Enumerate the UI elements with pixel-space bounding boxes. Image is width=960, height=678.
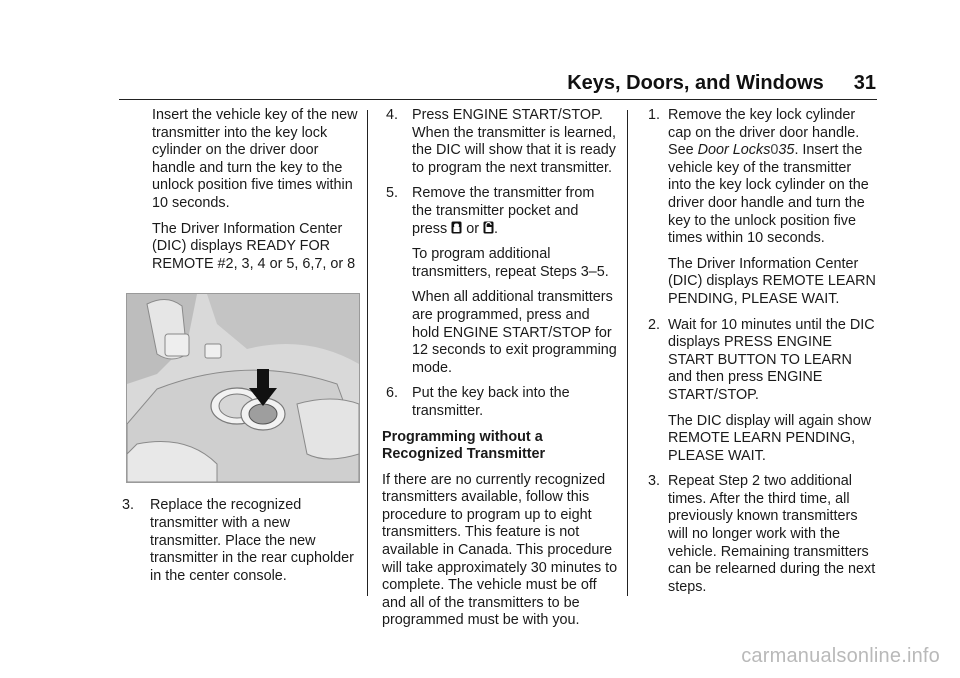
paragraph: When all additional transmitters are programmed, press and hold ENGINE START/STOP for 12 seconds to exit programming mode. (412, 289, 617, 376)
column-2 (382, 107, 618, 638)
cross-reference-page[interactable]: 35 (778, 142, 795, 159)
lock-icon (451, 221, 462, 234)
step-text: Repeat Step 2 two additional times. After the third time, all previously known transmitters will no longer work with the vehicle. Remaining transmitters can be relearned during the next steps. (668, 473, 876, 595)
paragraph: If there are no currently recognized transmitters available, follow this procedure to program up to eight transmitters. This feature is not available in Canada. This procedure will take approximately 30 minutes to complete. The vehicle must be off and all of the transmitters to be programmed must be with you. (382, 471, 618, 629)
paragraph: The Driver Information Center (DIC) displays REMOTE LEARN PENDING, PLEASE WAIT. (668, 255, 876, 307)
header-rule (119, 99, 877, 100)
step-6 (382, 385, 618, 420)
paragraph: Insert the vehicle key of the new transmitter into the key lock cylinder on the driver door handle and turn the key to the unlock position five times within 10 seconds. (152, 107, 358, 211)
step-number: 3. (648, 473, 661, 490)
step-text (668, 107, 876, 248)
step-text: Put the key back into the transmitter. (412, 385, 570, 419)
paragraph: The Driver Information Center (DIC) displays READY FOR REMOTE #2, 3, 4 or 5, 6,7, or 8 (152, 220, 356, 272)
step-number: 4. (386, 107, 399, 123)
step-text: Replace the recognized transmitter with a new transmitter. Place the new transmitter in the rear cupholder in the center console. (150, 497, 354, 584)
step-number: 1. (648, 107, 661, 123)
step-5-text-a: Remove the transmitter from the transmitter pocket and (412, 185, 595, 219)
unlock-icon (483, 221, 494, 234)
step-2-continuation (122, 107, 358, 273)
section-title: Keys, Doors, and Windows (567, 72, 824, 94)
page-header (0, 72, 876, 95)
column-divider-1 (367, 110, 368, 596)
step-5 (382, 185, 618, 377)
step-text (412, 185, 618, 238)
step-number: 6. (386, 385, 399, 402)
or-label: or (466, 220, 479, 237)
console-cupholder-illustration (126, 293, 360, 483)
page-reference-icon: 0 (770, 142, 779, 159)
paragraph: The DIC display will again show REMOTE LEARN PENDING, PLEASE WAIT. (668, 412, 872, 464)
period: . (494, 220, 498, 237)
column-3 (640, 107, 876, 604)
section-heading: Programming without a Recognized Transmitter (382, 428, 546, 463)
watermark: carmanualsonline.info (741, 645, 940, 667)
press-label: press (412, 220, 448, 237)
step-1-text-a: Remove the key lock cylinder cap on the driver door handle. See (668, 107, 860, 159)
step-number: 5. (386, 185, 399, 202)
page-number: 31 (853, 72, 876, 94)
step-2 (640, 317, 876, 466)
step-3 (640, 473, 876, 596)
column-divider-2 (627, 110, 628, 596)
cross-reference-link[interactable]: Door Locks (697, 142, 771, 159)
step-1-text-b: . Insert the vehicle key of the transmitter into the key lock cylinder on the driver door handle and turn the key to the unlock position five times within 10 seconds. (668, 142, 869, 247)
step-4 (382, 107, 618, 177)
step-number: 3. (122, 497, 135, 514)
step-text: Wait for 10 minutes until the DIC displays PRESS ENGINE START BUTTON TO LEARN and then press ENGINE START/STOP. (668, 316, 875, 403)
column-1 (122, 107, 358, 593)
console-illustration-drawing (127, 294, 359, 482)
step-1 (640, 107, 876, 309)
step-text: Press ENGINE START/STOP. When the transmitter is learned, the DIC will show that it is ready to program the next transmitter. (412, 107, 616, 176)
paragraph: To program additional transmitters, repeat Steps 3–5. (412, 246, 609, 280)
step-number: 2. (648, 316, 661, 333)
step-3 (122, 497, 358, 585)
